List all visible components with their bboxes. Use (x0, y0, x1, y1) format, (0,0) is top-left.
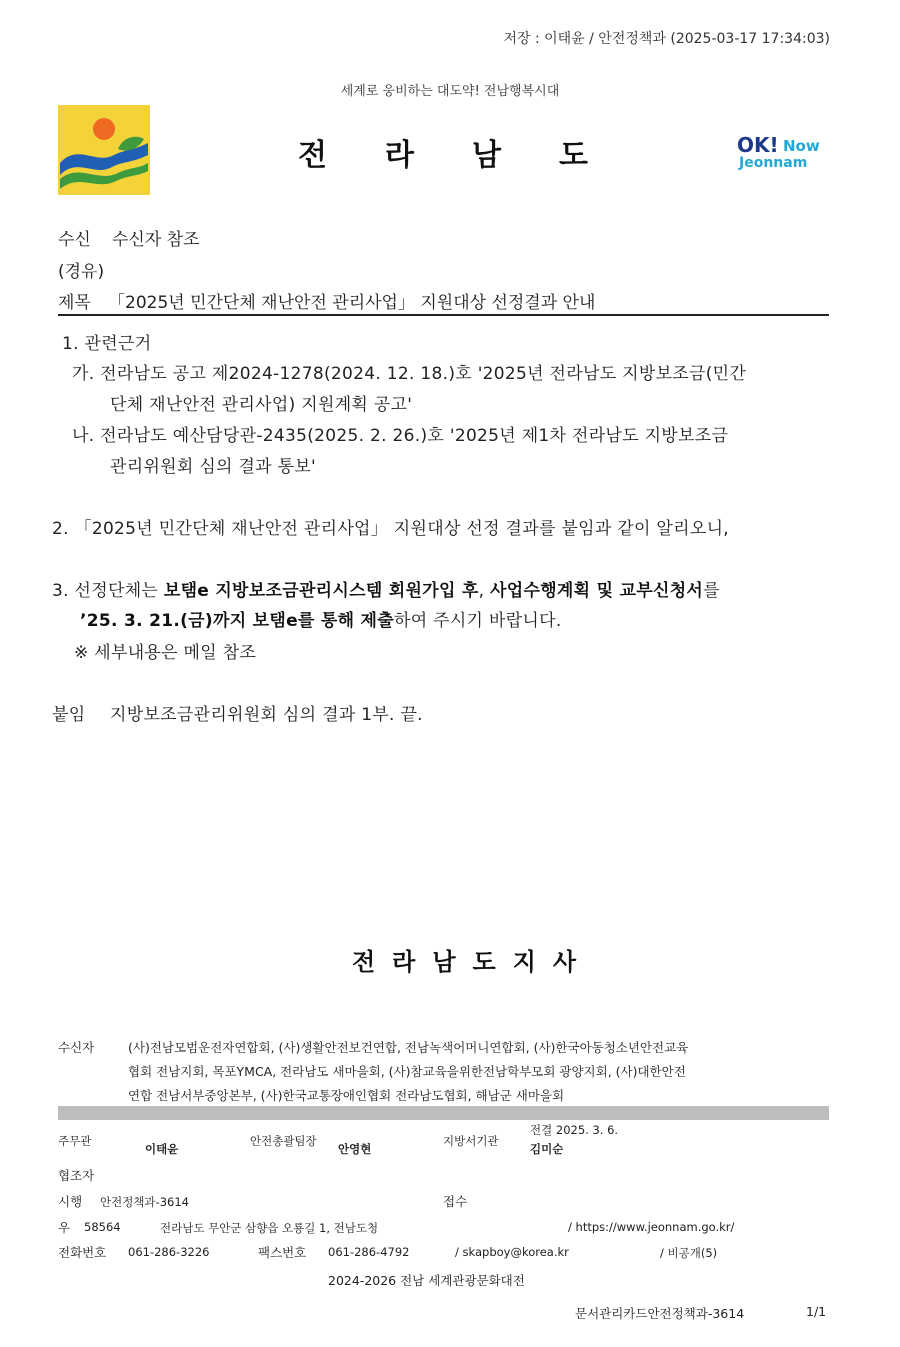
recipients-label: 수신자 (58, 1040, 95, 1055)
save-metadata: 저장 : 이태윤 / 안전정책과 (2025-03-17 17:34:03) (503, 31, 830, 47)
recipients-line1: (사)전남모범운전자연합회, (사)생활안전보건연합, 전남녹색어머니연합회, (사)한국아동청소년안전교육 (128, 1040, 689, 1055)
approver-label: 지방서기관 (443, 1134, 499, 1148)
doc-card-label: 문서관리카드안전정책과-3614 (575, 1306, 745, 1321)
item3-bold2: 사업수행계획 및 교부신청서 (490, 581, 704, 601)
ok-logo-now: Now (783, 137, 820, 155)
via-label: (경유) (58, 262, 105, 282)
drafter-name: 이태윤 (145, 1142, 179, 1156)
fax-value: 061-286-4792 (328, 1245, 410, 1259)
subject-divider (58, 314, 829, 316)
item3-prefix: 3. 선정단체는 (52, 581, 164, 601)
approver-date: 전결 2025. 3. 6. (530, 1123, 619, 1137)
page-number: 1/1 (806, 1304, 827, 1319)
signature-title: 전라남도지사 (352, 948, 594, 976)
item3-bold1: 보탬e 지방보조금관리시스템 회원가입 후 (163, 581, 479, 601)
item1-b-line1: 나. 전라남도 예산담당관-2435(2025. 2. 26.)호 '2025년 제1차 전라남도 지방보조금 (72, 426, 729, 446)
org-title: 전라남도 (298, 138, 646, 173)
slogan: 세계로 웅비하는 대도약! 전남행복시대 (340, 84, 560, 99)
item3-line2 (80, 606, 562, 631)
item1-a-line2: 단체 재난안전 관리사업) 지원계획 공고' (110, 395, 413, 415)
item3-mid: , (478, 581, 491, 601)
item3-line1 (52, 576, 720, 601)
recipients-line3: 연합 전남서부중앙본부, (사)한국교통장애인협회 전라남도협회, 해남군 새마을회 (128, 1088, 565, 1103)
attachment-text: 지방보조금관리위원회 심의 결과 1부. 끝. (110, 705, 423, 725)
jeonnam-emblem-icon (58, 105, 150, 195)
ok-logo-sub: Jeonnam (739, 155, 808, 171)
email-link[interactable]: / skapboy@korea.kr (455, 1245, 569, 1259)
enforce-label: 시행 (58, 1194, 83, 1209)
ok-logo-main: OK! (737, 133, 779, 157)
website-link[interactable]: / https://www.jeonnam.go.kr/ (568, 1220, 735, 1234)
zip-value: 58564 (84, 1220, 121, 1234)
reviewer-name: 안영현 (338, 1142, 372, 1156)
phone-label: 전화번호 (58, 1245, 107, 1260)
phone-value: 061-286-3226 (128, 1245, 210, 1259)
item1-title: 1. 관련근거 (62, 334, 152, 354)
note-text: ※ 세부내용은 메일 참조 (74, 643, 257, 663)
drafter-label: 주무관 (58, 1134, 92, 1148)
ok-now-jeonnam-logo (737, 133, 829, 173)
recipients-line2: 협회 전남지회, 목포YMCA, 전라남도 새마을회, (사)참교육을위한전남학부모회 광양지회, (사)대한안전 (128, 1064, 686, 1079)
recipient-value: 수신자 참조 (112, 230, 200, 250)
subject-text: 「2025년 민간단체 재난안전 관리사업」 지원대상 선정결과 안내 (108, 293, 596, 313)
campaign-text: 2024-2026 전남 세계관광문화대전 (328, 1273, 525, 1288)
disclosure-status: / 비공개(5) (660, 1246, 718, 1260)
address-text: 전라남도 무안군 삼향읍 오룡길 1, 전남도청 (160, 1221, 379, 1235)
zip-label: 우 (58, 1220, 71, 1235)
cooperator-label: 협조자 (58, 1168, 95, 1183)
item3-suffix: 를 (703, 581, 720, 601)
receive-label: 접수 (443, 1194, 468, 1209)
item2-text: 2. 「2025년 민간단체 재난안전 관리사업」 지원대상 선정 결과를 붙임과 같이 알리오니, (52, 519, 730, 539)
reviewer-label: 안전총괄팀장 (250, 1134, 317, 1148)
attachment-label: 붙임 (52, 705, 86, 725)
enforce-value: 안전정책과-3614 (100, 1195, 189, 1209)
subject-label: 제목 (58, 293, 91, 313)
item3-deadline: ’25. 3. 21.(금)까지 보탬e를 통해 제출 (80, 611, 394, 631)
approver-name: 김미순 (530, 1142, 564, 1156)
item3-line2-rest: 하여 주시기 바랍니다. (393, 611, 562, 631)
item1-a-line1: 가. 전라남도 공고 제2024-1278(2024. 12. 18.)호 '2025년 전라남도 지방보조금(민간 (72, 364, 747, 384)
recipient-label: 수신 (58, 230, 91, 250)
item1-b-line2: 관리위원회 심의 결과 통보' (110, 457, 317, 477)
fax-label: 팩스번호 (258, 1245, 307, 1260)
footer-divider-bar (58, 1106, 829, 1120)
